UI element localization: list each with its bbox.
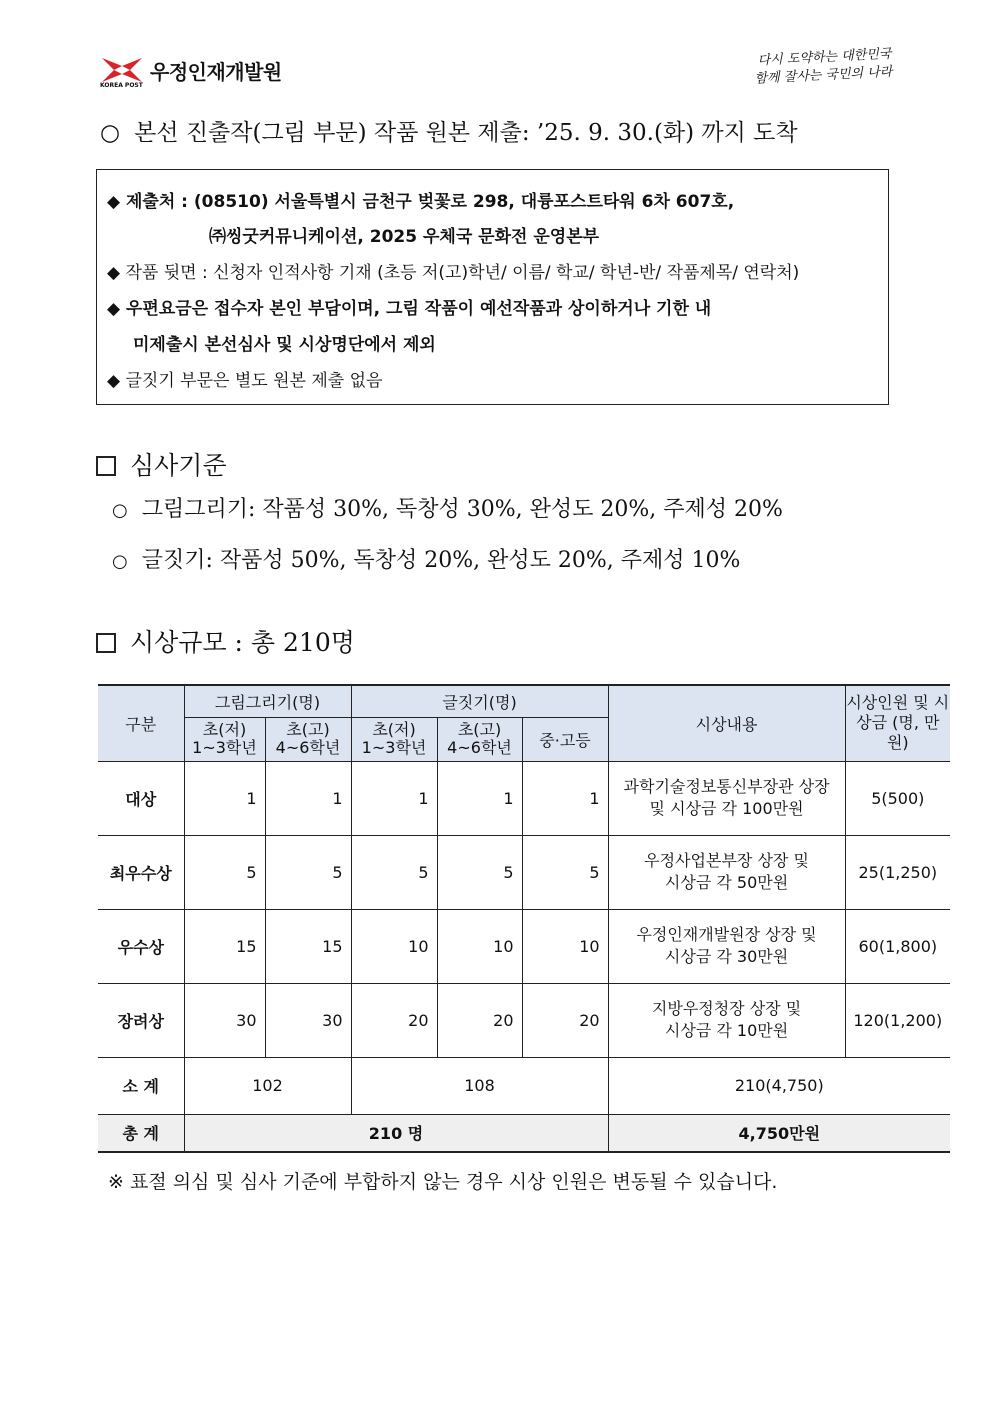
row-label: 장려상 xyxy=(98,983,184,1057)
cell-value: 1 xyxy=(184,761,265,835)
notice-line-1 xyxy=(107,187,734,212)
notice-writing: 글짓기 부문은 별도 원본 제출 없음 xyxy=(125,371,383,391)
notice-line-3 xyxy=(107,294,711,319)
header-writing-upper xyxy=(437,717,522,761)
checkbox-square-icon xyxy=(96,456,116,476)
award-content xyxy=(608,983,845,1057)
org-logo xyxy=(100,52,282,88)
desc-line: 시상금 각 50만원 xyxy=(664,873,789,892)
circle-bullet: ○ xyxy=(112,500,128,521)
notice-line-2 xyxy=(107,258,799,283)
header-text: 초(저) xyxy=(202,720,247,739)
cell-value: 5 xyxy=(522,835,608,909)
row-label: 대상 xyxy=(98,761,184,835)
row-total: 5(500) xyxy=(845,761,950,835)
row-total: 60(1,800) xyxy=(845,909,950,983)
subtotal-writing: 108 xyxy=(351,1057,608,1114)
cell-value: 1 xyxy=(437,761,522,835)
awards-title: 시상규모 : 총 210명 xyxy=(130,628,355,657)
award-content xyxy=(608,761,845,835)
award-content xyxy=(608,835,845,909)
diamond-bullet: ◆ xyxy=(107,371,121,391)
slogan-line-1: 다시 도약하는 대한민국 xyxy=(757,46,892,69)
header-drawing-upper xyxy=(265,717,351,761)
row-label: 우수상 xyxy=(98,909,184,983)
circle-bullet: ○ xyxy=(112,551,128,572)
subtotal-label: 소 계 xyxy=(98,1057,184,1114)
circle-bullet: ○ xyxy=(100,120,121,146)
row-total: 25(1,250) xyxy=(845,835,950,909)
grand-total-money: 4,750만원 xyxy=(608,1114,950,1152)
checkbox-square-icon xyxy=(96,633,116,653)
notice-postage: 우편요금은 접수자 본인 부담이며, 그림 작품이 예선작품과 상이하거나 기한 내 xyxy=(126,299,712,319)
cell-value: 15 xyxy=(184,909,265,983)
table-row xyxy=(98,983,950,1057)
cell-value: 1 xyxy=(522,761,608,835)
cell-value: 10 xyxy=(351,909,437,983)
header-writing: 글짓기(명) xyxy=(351,685,608,717)
slogan-line-2: 함께 잘사는 국민의 나라 xyxy=(754,64,893,87)
grand-total-label: 총 계 xyxy=(98,1114,184,1152)
korea-post-logo-icon xyxy=(100,52,144,88)
desc-line: 시상금 각 10만원 xyxy=(664,1021,789,1040)
desc-line: 과학기술정보통신부장관 상장 xyxy=(623,777,830,796)
header-text: 4~6학년 xyxy=(447,738,512,757)
header-drawing: 그림그리기(명) xyxy=(184,685,351,717)
desc-line: 시상금 각 30만원 xyxy=(664,947,789,966)
criteria-writing: 글짓기: 작품성 50%, 독창성 20%, 완성도 20%, 주제성 10% xyxy=(141,548,741,573)
notice-line-4 xyxy=(107,366,382,391)
desc-line: 및 시상금 각 100만원 xyxy=(649,799,804,818)
diamond-bullet: ◆ xyxy=(107,299,121,319)
awards-heading xyxy=(96,623,355,659)
cell-value: 30 xyxy=(184,983,265,1057)
cell-value: 30 xyxy=(265,983,351,1057)
cell-value: 10 xyxy=(522,909,608,983)
header-text: 1~3학년 xyxy=(361,738,427,757)
criteria-heading xyxy=(96,446,227,482)
slogan xyxy=(721,46,893,91)
criteria-item xyxy=(112,492,783,523)
subtotal-drawing: 102 xyxy=(184,1057,351,1114)
diamond-bullet: ◆ xyxy=(107,263,121,283)
cell-value: 20 xyxy=(522,983,608,1057)
notice-address: 제출처 : (08510) 서울특별시 금천구 벚꽃로 298, 대륭포스트타워 6차 607호, xyxy=(126,192,735,212)
header-category: 구분 xyxy=(98,685,184,761)
row-label: 최우수상 xyxy=(98,835,184,909)
header-text: 초(고) xyxy=(457,720,502,739)
criteria-item xyxy=(112,543,740,574)
cell-value: 1 xyxy=(351,761,437,835)
table-row xyxy=(98,761,950,835)
table-row xyxy=(98,835,950,909)
cell-value: 5 xyxy=(437,835,522,909)
cell-value: 20 xyxy=(437,983,522,1057)
notice-back-info: 작품 뒷면 : 신청자 인적사항 기재 (초등 저(고)학년/ 이름/ 학교/ 학년-반/ 작품제목/ 연락처) xyxy=(125,263,800,283)
cell-value: 10 xyxy=(437,909,522,983)
notice-box xyxy=(96,169,889,405)
submission-line xyxy=(100,114,798,147)
desc-line: 지방우정청장 상장 및 xyxy=(651,999,802,1018)
desc-line: 우정인재개발원장 상장 및 xyxy=(636,925,817,944)
header-text: 1~3학년 xyxy=(192,738,257,757)
header-writing-lower xyxy=(351,717,437,761)
notice-line-3b: 미제출시 본선심사 및 시상명단에서 제외 xyxy=(133,335,436,355)
criteria-drawing: 그림그리기: 작품성 30%, 독창성 30%, 완성도 20%, 주제성 20% xyxy=(141,497,783,522)
logo-subtext: KOREA POST xyxy=(100,82,143,89)
cell-value: 5 xyxy=(351,835,437,909)
header-text: 4~6학년 xyxy=(275,738,341,757)
cell-value: 1 xyxy=(265,761,351,835)
org-name: 우정인재개발원 xyxy=(150,59,282,84)
diamond-bullet: ◆ xyxy=(107,192,121,212)
cell-value: 20 xyxy=(351,983,437,1057)
criteria-title: 심사기준 xyxy=(130,451,227,480)
grand-total-people: 210 명 xyxy=(184,1114,608,1152)
header-text: 초(고) xyxy=(286,720,330,739)
notice-line-1b: ㈜씽굿커뮤니케이션, 2025 우체국 문화전 운영본부 xyxy=(209,227,600,247)
header-content: 시상내용 xyxy=(608,685,845,761)
footnote: ※ 표절 의심 및 심사 기준에 부합하지 않는 경우 시상 인원은 변동될 수 있습니다. xyxy=(108,1171,778,1193)
award-content xyxy=(608,909,845,983)
cell-value: 5 xyxy=(184,835,265,909)
submission-text: 본선 진출작(그림 부문) 작품 원본 제출: ’25. 9. 30.(화) 까지 도착 xyxy=(134,120,798,146)
grand-total-row xyxy=(98,1114,950,1152)
subtotal-total: 210(4,750) xyxy=(608,1057,950,1114)
awards-table xyxy=(98,684,950,1153)
cell-value: 5 xyxy=(265,835,351,909)
header-text: 초(저) xyxy=(372,720,416,739)
desc-line: 우정사업본부장 상장 및 xyxy=(644,851,809,870)
subtotal-row xyxy=(98,1057,950,1114)
header-drawing-lower xyxy=(184,717,265,761)
header-total: 시상인원 및 시상금 (명, 만원) xyxy=(845,685,950,761)
cell-value: 15 xyxy=(265,909,351,983)
table-row xyxy=(98,909,950,983)
header-writing-middle: 중·고등 xyxy=(522,717,608,761)
row-total: 120(1,200) xyxy=(845,983,950,1057)
